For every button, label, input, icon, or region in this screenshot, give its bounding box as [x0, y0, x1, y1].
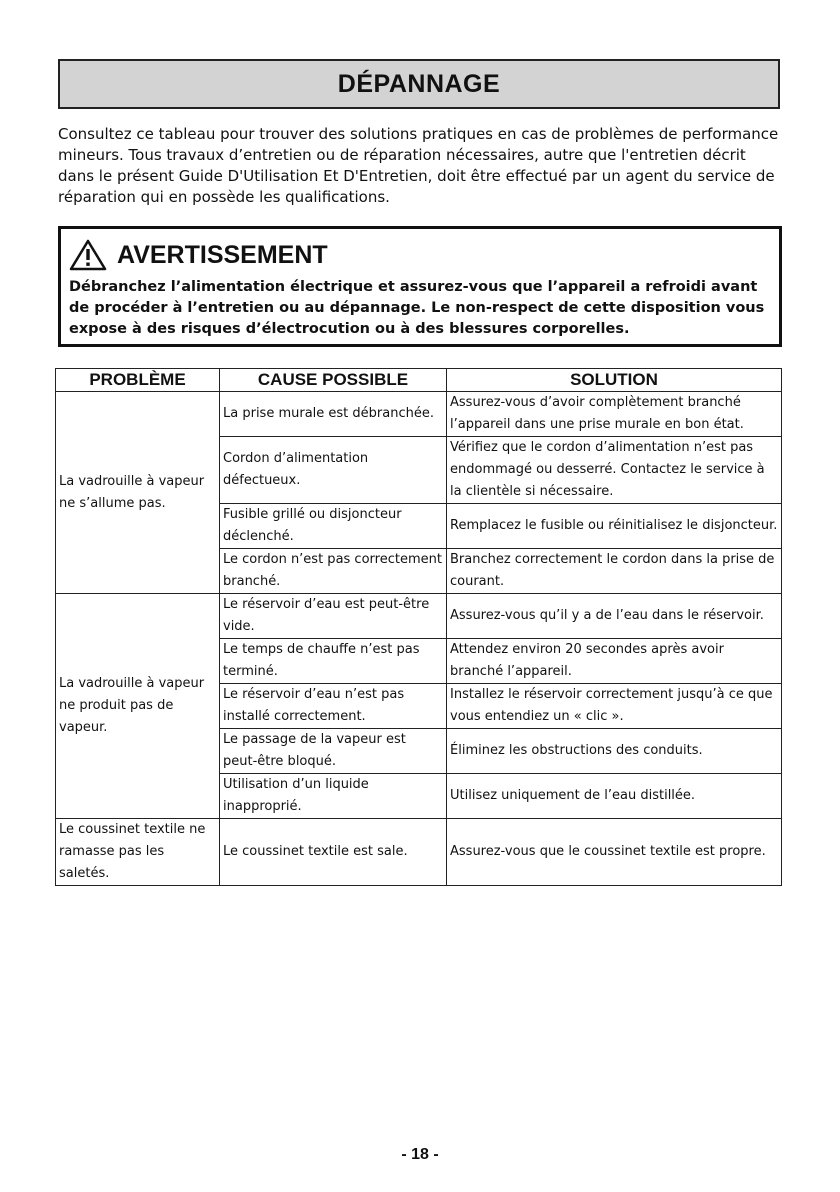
cause-cell: Le réservoir d’eau est peut-être vide. — [220, 594, 447, 639]
title-bar — [58, 59, 780, 109]
warning-triangle-icon — [69, 239, 107, 271]
cause-cell: Fusible grillé ou disjoncteur déclenché. — [220, 504, 447, 549]
table-row — [56, 819, 782, 886]
cause-cell: Utilisation d’un liquide inapproprié. — [220, 774, 447, 819]
cause-cell: Cordon d’alimentation défectueux. — [220, 437, 447, 504]
page-number: - 18 - — [401, 1146, 439, 1163]
solution-cell: Éliminez les obstructions des conduits. — [447, 729, 782, 774]
problem-cell: Le coussinet textile ne ramasse pas les saletés. — [56, 819, 220, 886]
solution-cell: Utilisez uniquement de l’eau distillée. — [447, 774, 782, 819]
header-cause: CAUSE POSSIBLE — [220, 369, 447, 392]
solution-cell: Remplacez le fusible ou réinitialisez le disjoncteur. — [447, 504, 782, 549]
solution-cell: Attendez environ 20 secondes après avoir branché l’appareil. — [447, 639, 782, 684]
intro-paragraph: Consultez ce tableau pour trouver des solutions pratiques en cas de problèmes de performance mineurs. Tous travaux d’entretien ou de réparation nécessaires, autre que l'entretien décrit dans le présent Guide D'Utilisation Et D'Entretien, doit être effectué par un agent du service de réparation qui en possède les qualifications. — [58, 125, 779, 206]
solution-cell: Assurez-vous d’avoir complètement branché l’appareil dans une prise murale en bon état. — [447, 392, 782, 437]
cause-cell: Le temps de chauffe n’est pas terminé. — [220, 639, 447, 684]
header-problem: PROBLÈME — [56, 369, 220, 392]
page-title: DÉPANNAGE — [337, 69, 501, 98]
warning-text: Débranchez l’alimentation électrique et assurez-vous que l’appareil a refroidi avant de procéder à l’entretien ou au dépannage. Le non-respect de cette disposition vous expose à des risques d’électrocution ou à des blessures corporelles. — [69, 279, 765, 337]
cause-cell: Le cordon n’est pas correctement branché. — [220, 549, 447, 594]
troubleshooting-table — [55, 368, 782, 886]
warning-title: AVERTISSEMENT — [117, 240, 328, 269]
table-row — [56, 594, 782, 639]
solution-cell: Assurez-vous qu’il y a de l’eau dans le réservoir. — [447, 594, 782, 639]
solution-cell: Installez le réservoir correctement jusqu’à ce que vous entendiez un « clic ». — [447, 684, 782, 729]
cause-cell: Le coussinet textile est sale. — [220, 819, 447, 886]
warning-header — [69, 237, 773, 273]
cause-cell: Le passage de la vapeur est peut-être bloqué. — [220, 729, 447, 774]
warning-box — [58, 226, 782, 347]
table-row — [56, 392, 782, 437]
problem-cell: La vadrouille à vapeur ne produit pas de vapeur. — [56, 594, 220, 819]
solution-cell: Branchez correctement le cordon dans la prise de courant. — [447, 549, 782, 594]
problem-cell: La vadrouille à vapeur ne s’allume pas. — [56, 392, 220, 594]
cause-cell: La prise murale est débranchée. — [220, 392, 447, 437]
header-solution: SOLUTION — [447, 369, 782, 392]
solution-cell: Vérifiez que le cordon d’alimentation n’est pas endommagé ou desserré. Contactez le service à la clientèle si nécessaire. — [447, 437, 782, 504]
cause-cell: Le réservoir d’eau n’est pas installé correctement. — [220, 684, 447, 729]
solution-cell: Assurez-vous que le coussinet textile est propre. — [447, 819, 782, 886]
table-header-row — [56, 369, 782, 392]
